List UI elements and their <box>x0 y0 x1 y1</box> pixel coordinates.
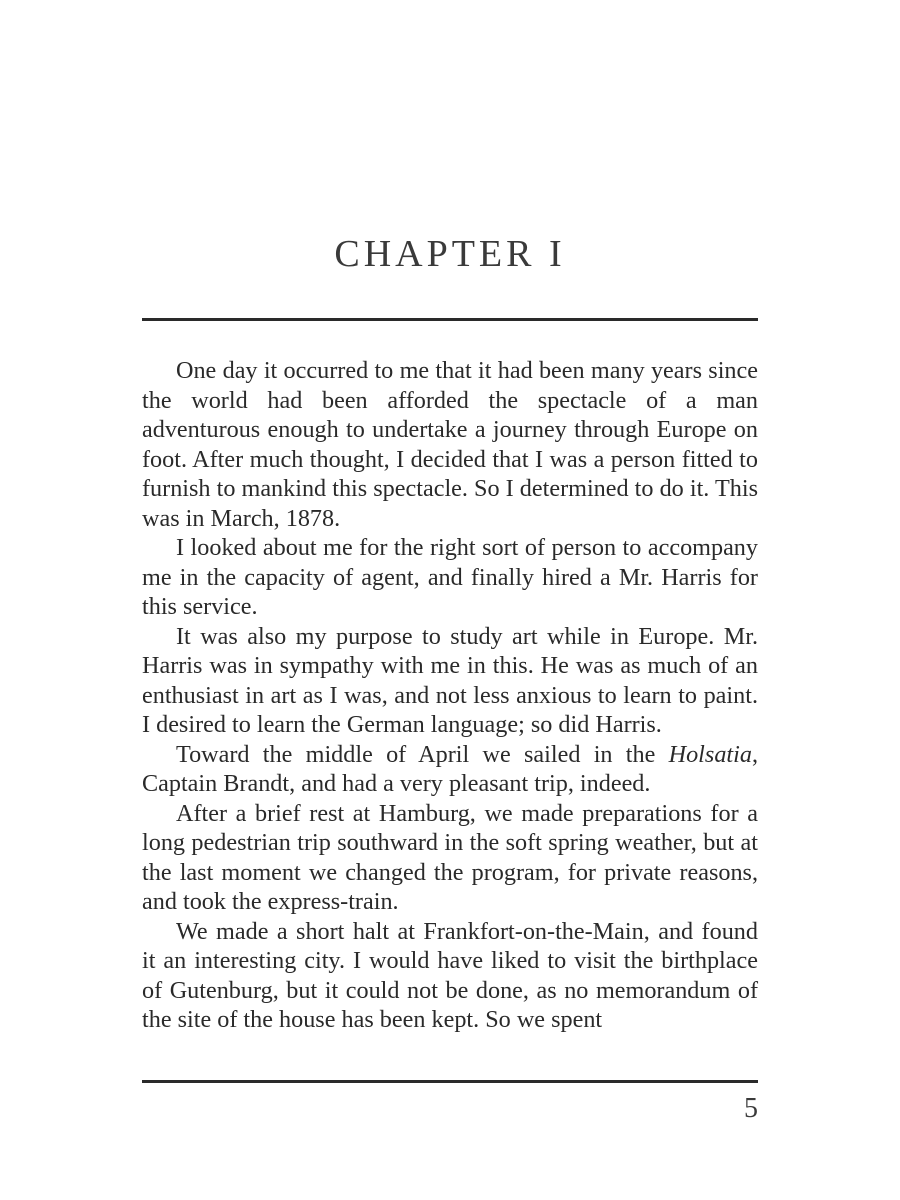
ship-name: Holsatia <box>668 740 752 768</box>
paragraph: We made a short halt at Frankfort-on-the-Main, and found it an interesting city. I would have liked to visit the birthplace of Gutenburg, but it could not be done, as no memorandum of the site of the house has been kept. So we spent <box>142 917 758 1033</box>
chapter-title: CHAPTER I <box>334 233 566 275</box>
top-divider <box>142 318 758 321</box>
bottom-divider <box>142 1080 758 1083</box>
paragraph: After a brief rest at Hamburg, we made preparations for a long pedestrian trip southward in the soft spring weather, but at the last moment we changed the program, for private reasons, and took the express-train. <box>142 799 758 915</box>
paragraph-text: , Captain Brandt, and had a very pleasant trip, indeed. <box>142 740 758 797</box>
body-text <box>142 356 758 1035</box>
paragraph: I looked about me for the right sort of person to accompany me in the capacity of agent, and finally hired a Mr. Harris for this service. <box>142 534 758 620</box>
page-number: 5 <box>744 1093 758 1124</box>
paragraph: It was also my purpose to study art while in Europe. Mr. Harris was in sympathy with me in this. He was as much of an enthusiast in art as I was, and not less anxious to learn to paint. I desired to learn the German language; so did Harris. <box>142 622 758 738</box>
paragraph-text: Toward the middle of April we sailed in the <box>176 740 669 768</box>
paragraph <box>142 740 758 799</box>
paragraph: One day it occurred to me that it had been many years since the world had been afforded the spectacle of a man adventurous enough to undertake a journey through Europe on foot. After much thought, I decided that I was a person fitted to furnish to mankind this spectacle. So I determined to do it. This was in March, 1878. <box>142 357 758 532</box>
